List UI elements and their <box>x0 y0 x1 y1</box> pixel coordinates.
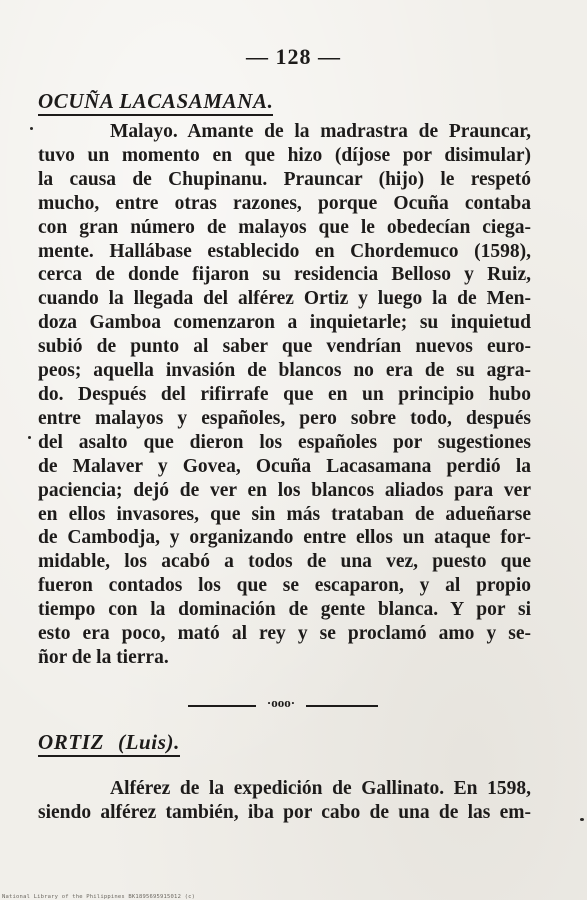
text-line: mente. Hallábase establecido en Chordemuco (1598), <box>38 240 531 262</box>
entry-heading-subtext: (Luis). <box>118 730 180 754</box>
entry-heading-ortiz <box>38 730 180 757</box>
text-line: siendo alférez también, iba por cabo de una de las em- <box>38 801 531 823</box>
text-line: de Malaver y Govea, Ocuña Lacasamana perdió la <box>38 455 531 477</box>
text-line: cerca de donde fijaron su residencia Belloso y Ruiz, <box>38 264 531 286</box>
library-stamp: National Library of the Philippines BK1895695915012 (c) <box>2 894 196 900</box>
page-number: — 128 — <box>246 44 341 69</box>
text-line: Alférez de la expedición de Gallinato. En 1598, <box>110 778 531 799</box>
entry-heading-text: ORTIZ <box>38 730 104 754</box>
text-line: esto era poco, mató al rey y se proclamó amo y se- <box>38 623 531 645</box>
text-line: subió de punto al saber que vendrían nuevos euro- <box>38 336 531 358</box>
text-line: doza Gamboa comenzaron a inquietarle; su inquietud <box>38 312 531 334</box>
entry-heading-text: OCUÑA LACASAMANA. <box>38 89 274 113</box>
text-line: do. Después del rifirrafe que en un principio hubo <box>38 383 531 405</box>
text-line: con gran número de malayos que le obedecían ciega- <box>38 216 531 238</box>
paper-speck <box>28 436 31 439</box>
text-line: peos; aquella invasión de blancos no era de su agra- <box>38 360 531 382</box>
text-line: paciencia; dejó de ver en los blancos aliados para ver <box>38 479 531 501</box>
entry-body-ocuna-lacasamana <box>38 120 531 670</box>
paper-speck <box>30 127 33 130</box>
text-line: tiempo con la dominación de gente blanca. Y por si <box>38 599 531 621</box>
text-line: entre malayos y españoles, pero sobre todo, después <box>38 407 531 429</box>
text-line: ñor de la tierra. <box>38 646 169 668</box>
text-line: la causa de Chupinanu. Prauncar (hijo) le respetó <box>38 168 531 190</box>
text-line: mucho, entre otras razones, porque Ocuña contaba <box>38 192 531 214</box>
text-line: de Cambodja, y organizando entre ellos un ataque for- <box>38 527 531 549</box>
text-line: midable, los acabó a todos de una vez, puesto que <box>38 551 531 573</box>
text-line: Malayo. Amante de la madrastra de Prauncar, <box>110 121 531 142</box>
section-separator <box>188 695 378 710</box>
separator-rule-right <box>306 705 378 707</box>
entry-heading-ocuna-lacasamana <box>38 89 273 116</box>
paper-speck <box>580 818 584 821</box>
text-line: del asalto que dieron los españoles por sugestiones <box>38 431 531 453</box>
entry-body-ortiz <box>38 777 531 825</box>
text-line: tuvo un momento en que hizo (díjose por disimular) <box>38 144 531 166</box>
text-line: en ellos invasores, que sin más trataban de adueñarse <box>38 503 531 525</box>
text-line: cuando la llegada del alférez Ortiz y luego la de Men- <box>38 288 531 310</box>
separator-rule-left <box>188 705 256 707</box>
separator-ornament: ·ooo· <box>266 695 296 710</box>
text-line: fueron contados los que se escaparon, y al propio <box>38 575 531 597</box>
